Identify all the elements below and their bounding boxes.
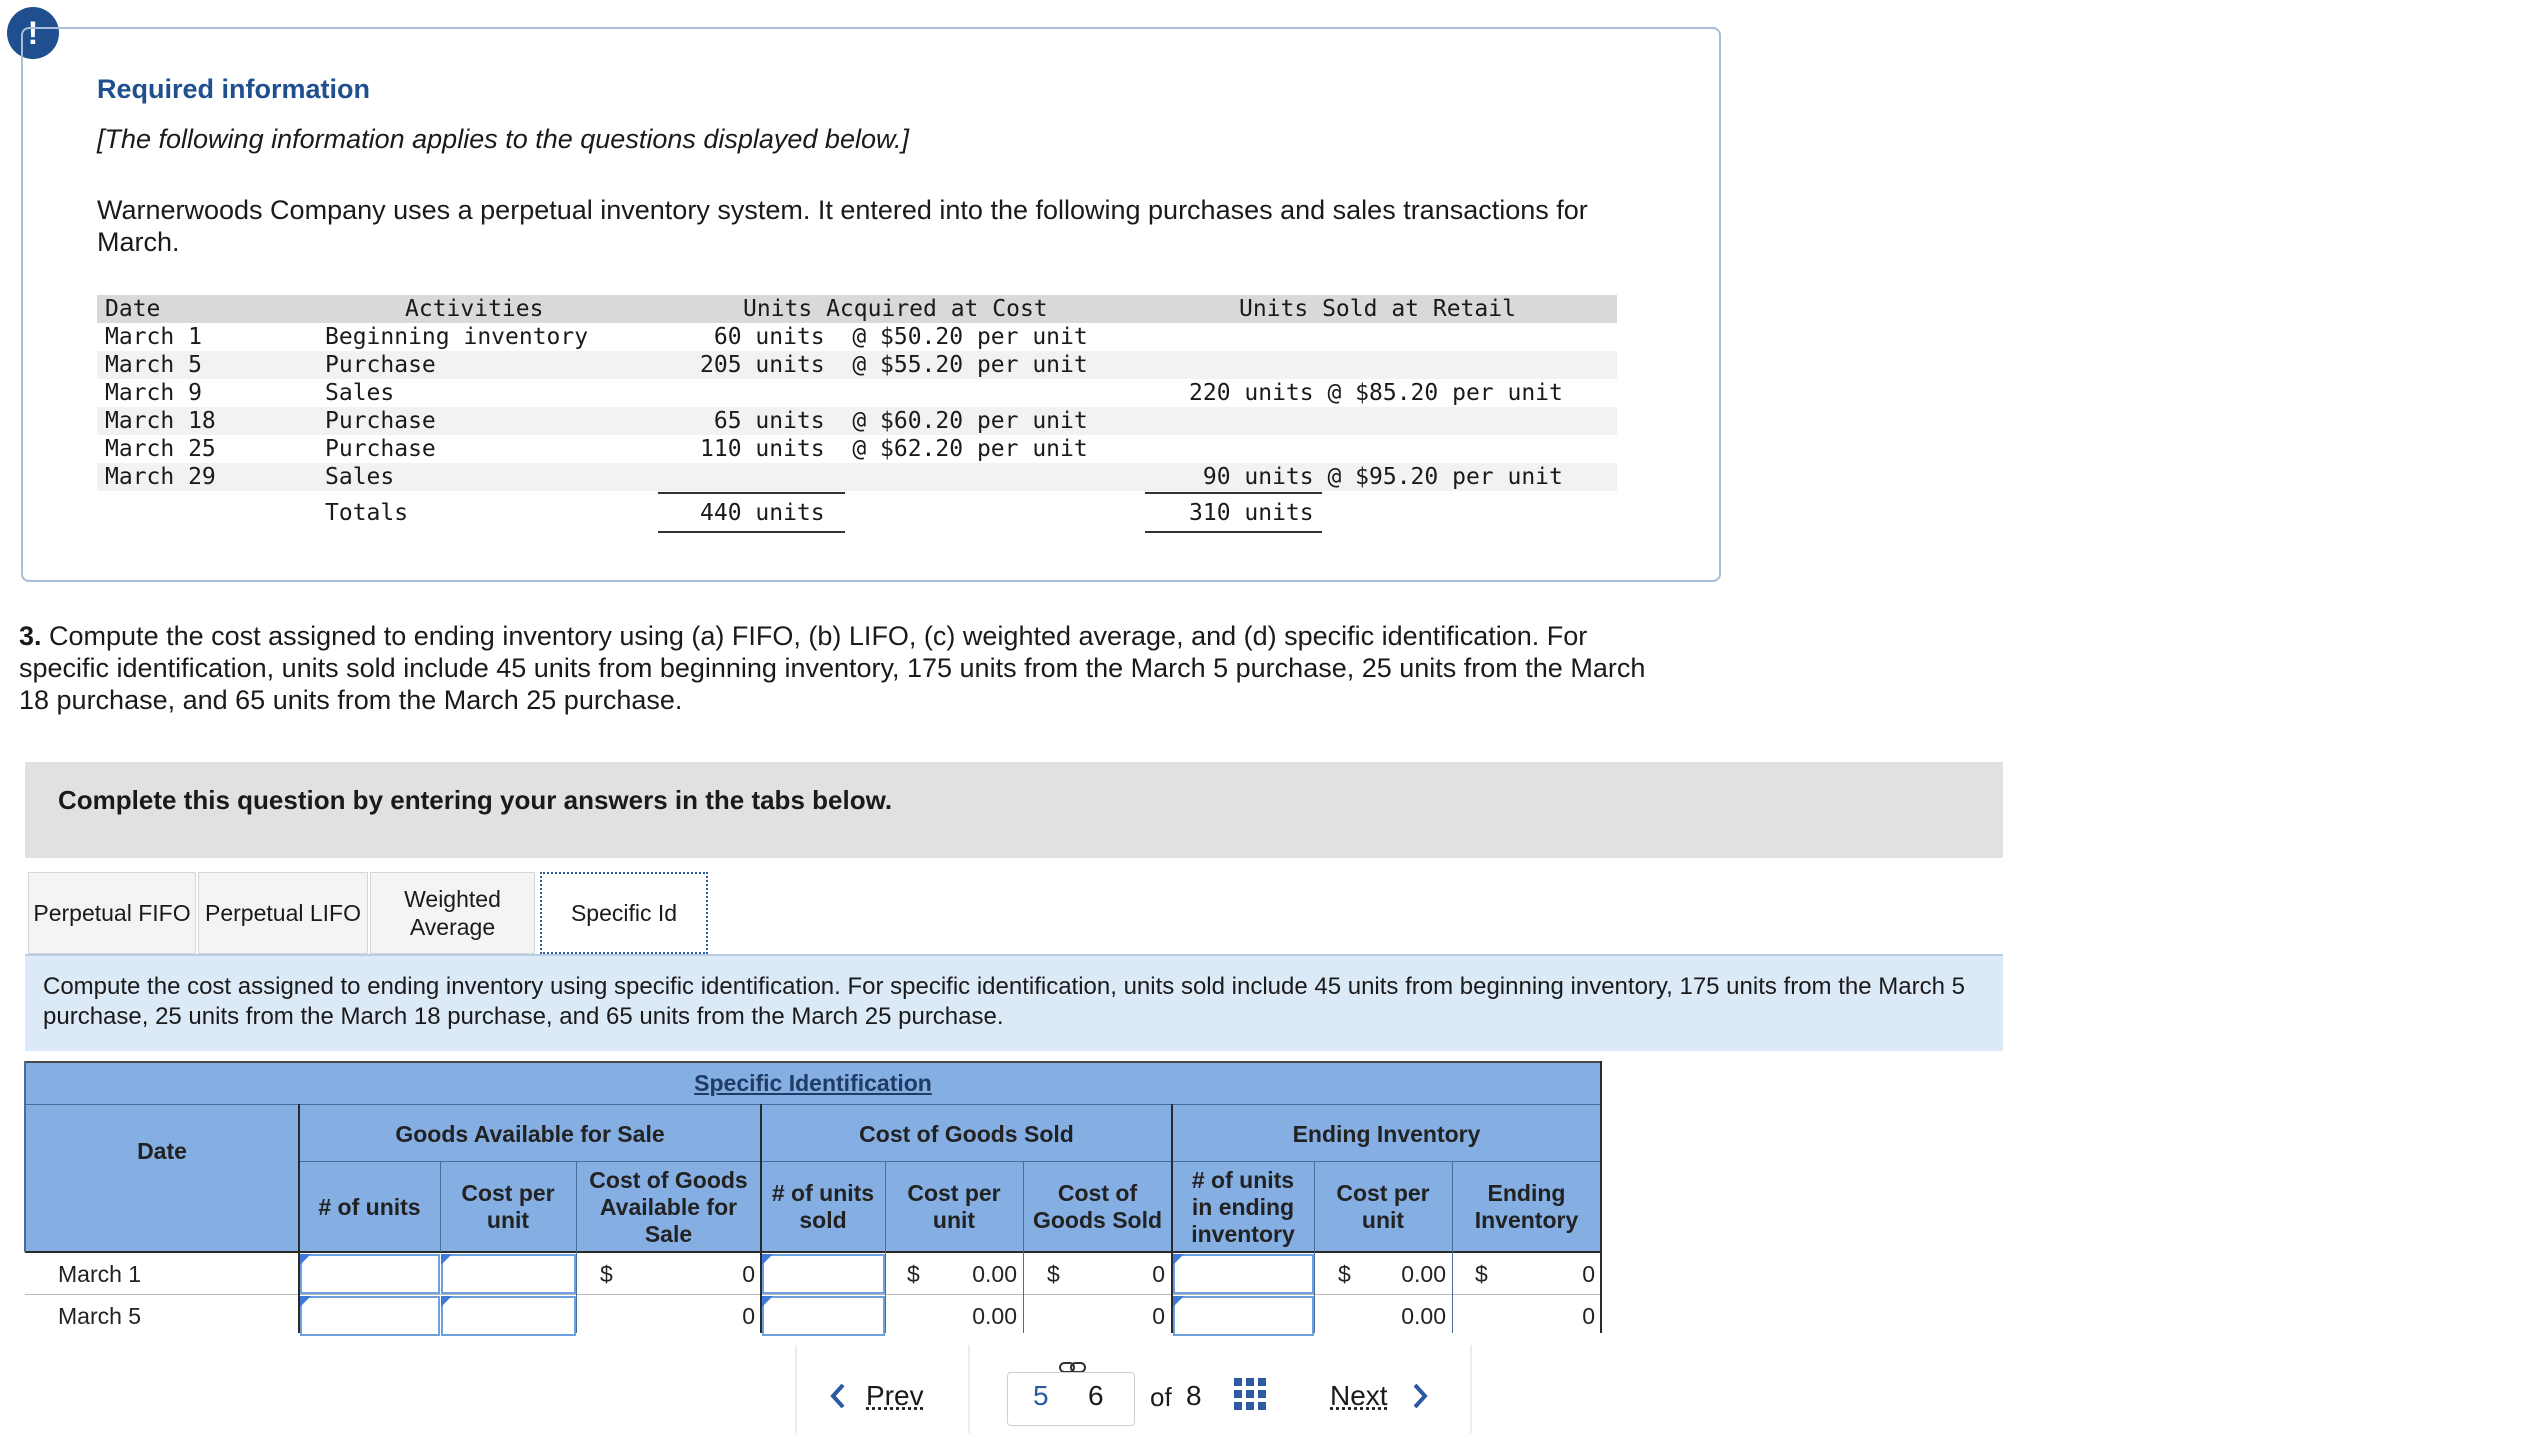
row-date: March 5: [58, 1303, 142, 1329]
totals-row: [97, 499, 1617, 527]
nav-divider: [968, 1345, 970, 1433]
alert-icon: !: [7, 7, 59, 59]
group-header-cost-of-goods-sold: Cost of Goods Sold: [859, 1120, 1074, 1147]
grid-line: [25, 1061, 1601, 1063]
tab-specific-id[interactable]: Specific Id: [540, 872, 708, 954]
group-header-ending-inventory: Ending Inventory: [1292, 1120, 1481, 1147]
divider: [1145, 531, 1322, 533]
input-marker-icon: [762, 1296, 773, 1307]
units-input[interactable]: [300, 1296, 440, 1336]
input-marker-icon: [762, 1254, 773, 1265]
row-date: March 1: [58, 1261, 142, 1287]
units-sold-input[interactable]: [762, 1254, 885, 1294]
transaction-date: March 29: [105, 464, 216, 490]
tab-perpetual-lifo[interactable]: Perpetual LIFO: [198, 872, 368, 954]
input-marker-icon: [1173, 1296, 1184, 1307]
input-marker-icon: [441, 1254, 452, 1265]
totals-label: Totals: [325, 500, 409, 526]
page-current-number: 6: [1088, 1380, 1104, 1411]
page-number-box: [1007, 1372, 1135, 1426]
transaction-activity: Purchase: [325, 436, 436, 462]
transactions-header-row: [97, 295, 1617, 323]
next-button[interactable]: [1330, 1380, 1430, 1412]
grid-line: [24, 1061, 26, 1252]
header-activities: Activities: [405, 296, 544, 322]
input-marker-icon: [1173, 1254, 1184, 1265]
cost-of-goods-sold-value: 0: [1152, 1303, 1165, 1329]
transaction-activity: Purchase: [325, 408, 436, 434]
column-header-ending-inventory: Ending Inventory: [1474, 1180, 1579, 1233]
header-date: Date: [105, 296, 161, 322]
prev-button[interactable]: [828, 1380, 924, 1412]
ending-inventory-value: 0: [1582, 1303, 1595, 1329]
cogs-cost-per-unit-value: 0.00: [972, 1261, 1017, 1287]
currency-symbol: $: [1047, 1261, 1060, 1287]
grid-line: [440, 1162, 441, 1252]
transaction-sold: 90 units @ $95.20 per unit: [1189, 464, 1563, 490]
tab-perpetual-fifo[interactable]: Perpetual FIFO: [28, 872, 196, 954]
transaction-row: [97, 379, 1617, 407]
ei-cost-per-unit-value: 0.00: [1401, 1261, 1446, 1287]
transaction-date: March 5: [105, 352, 202, 378]
divider: [658, 492, 845, 494]
transaction-date: March 9: [105, 380, 202, 406]
question-body: Compute the cost assigned to ending inventory using (a) FIFO, (b) LIFO, (c) weighted average, and (d) specific identification. For specific identification, units sold include 45 units from beginning inventory, 175 units from the March 5 purchase, 25 units from the March 18 purchase, and 65 units from the March 25 purchase.: [19, 621, 1646, 715]
transaction-row: [97, 463, 1617, 491]
required-info-body: Warnerwoods Company uses a perpetual inventory system. It entered into the following purchases and sales transactions for March.: [97, 195, 1588, 257]
grid-line: [25, 1104, 1601, 1105]
prev-label: Prev: [866, 1380, 924, 1411]
page-of-label: of: [1150, 1382, 1172, 1412]
transaction-row: [97, 435, 1617, 463]
transaction-acquired: 110 units @ $62.20 per unit: [700, 436, 1088, 462]
table-title: Specific Identification: [694, 1069, 932, 1096]
column-header-units-sold: # of units sold: [771, 1180, 875, 1233]
input-marker-icon: [300, 1296, 311, 1307]
transaction-row: [97, 407, 1617, 435]
cost-of-goods-sold-value: 0: [1152, 1261, 1165, 1287]
next-label: Next: [1330, 1380, 1388, 1411]
chevron-left-icon: [828, 1382, 848, 1410]
transaction-date: March 25: [105, 436, 216, 462]
column-header-date: Date: [137, 1137, 187, 1164]
required-info-subtitle: [The following information applies to the questions displayed below.]: [97, 124, 909, 154]
currency-symbol: $: [907, 1261, 920, 1287]
page-prev-number[interactable]: 5: [1033, 1380, 1049, 1411]
column-header-cost-of-goods-sold: Cost of Goods Sold: [1032, 1180, 1163, 1233]
divider: [658, 531, 845, 533]
transaction-activity: Sales: [325, 464, 395, 490]
cost-of-goods-available-value: 0: [742, 1261, 755, 1287]
total-sold: 310 units: [1189, 500, 1314, 526]
cost-per-unit-input[interactable]: [441, 1296, 576, 1336]
page-total: 8: [1186, 1380, 1202, 1411]
cost-of-goods-available-value: 0: [742, 1303, 755, 1329]
cogs-cost-per-unit-value: 0.00: [972, 1303, 1017, 1329]
column-header-cogs-cost-per-unit: Cost per unit: [907, 1180, 1001, 1233]
transaction-acquired: 60 units @ $50.20 per unit: [700, 324, 1088, 350]
grid-line: [299, 1161, 1601, 1162]
tab-instruction-text: Compute the cost assigned to ending inventory using specific identification. For specific identification, units sold include 45 units from beginning inventory, 175 units from the March 5 purchase, 25 units from the March 18 purchase, and 65 units from the March 25 purchase.: [43, 973, 1965, 1030]
transaction-row: [97, 351, 1617, 379]
transaction-activity: Sales: [325, 380, 395, 406]
grid-line: [25, 1251, 1601, 1253]
column-header-units-ending: # of units in ending inventory: [1191, 1166, 1295, 1247]
transaction-acquired: 205 units @ $55.20 per unit: [700, 352, 1088, 378]
grid-line: [1023, 1162, 1024, 1333]
grid-line: [25, 1294, 1601, 1295]
currency-symbol: $: [600, 1261, 613, 1287]
question-text: [19, 620, 1679, 716]
grid-line: [1600, 1061, 1602, 1333]
grid-line: [1452, 1162, 1453, 1333]
units-sold-input[interactable]: [762, 1296, 885, 1336]
grid-line: [576, 1162, 577, 1333]
units-ending-input[interactable]: [1173, 1296, 1314, 1336]
units-input[interactable]: [300, 1254, 440, 1294]
transaction-date: March 18: [105, 408, 216, 434]
table-title-cell: [25, 1062, 1601, 1104]
column-header-units: # of units: [318, 1193, 421, 1220]
question-number: 3.: [19, 621, 42, 651]
cost-per-unit-input[interactable]: [441, 1254, 576, 1294]
required-info-title: Required information: [97, 74, 371, 104]
column-header-cost-of-goods-available: Cost of Goods Available for Sale: [589, 1166, 748, 1247]
total-acquired: 440 units: [700, 500, 825, 526]
currency-symbol: $: [1475, 1261, 1488, 1287]
transaction-date: March 1: [105, 324, 202, 350]
ei-cost-per-unit-value: 0.00: [1401, 1303, 1446, 1329]
divider: [1145, 492, 1322, 494]
grid-line: [885, 1162, 886, 1333]
currency-symbol: $: [1338, 1261, 1351, 1287]
chevron-right-icon: [1410, 1382, 1430, 1410]
transaction-activity: Beginning inventory: [325, 324, 589, 350]
units-ending-input[interactable]: [1173, 1254, 1314, 1294]
input-marker-icon: [441, 1296, 452, 1307]
ending-inventory-value: 0: [1582, 1261, 1595, 1287]
column-header-ei-cost-per-unit: Cost per unit: [1336, 1180, 1430, 1233]
grid-line: [1314, 1162, 1315, 1333]
nav-divider: [1470, 1345, 1472, 1433]
header-units-sold: Units Sold at Retail: [1239, 296, 1516, 322]
group-header-goods-available: Goods Available for Sale: [395, 1120, 665, 1147]
input-marker-icon: [300, 1254, 311, 1265]
transaction-sold: 220 units @ $85.20 per unit: [1189, 380, 1563, 406]
transaction-activity: Purchase: [325, 352, 436, 378]
transaction-acquired: 65 units @ $60.20 per unit: [700, 408, 1088, 434]
nav-divider: [795, 1345, 797, 1433]
tab-weighted-average[interactable]: Weighted Average: [370, 872, 535, 954]
transaction-row: [97, 323, 1617, 351]
grid-menu-icon[interactable]: [1234, 1378, 1266, 1410]
instruction-text: Complete this question by entering your answers in the tabs below.: [58, 785, 893, 815]
column-header-cost-per-unit: Cost per unit: [461, 1180, 555, 1233]
header-units-acquired: Units Acquired at Cost: [743, 296, 1048, 322]
